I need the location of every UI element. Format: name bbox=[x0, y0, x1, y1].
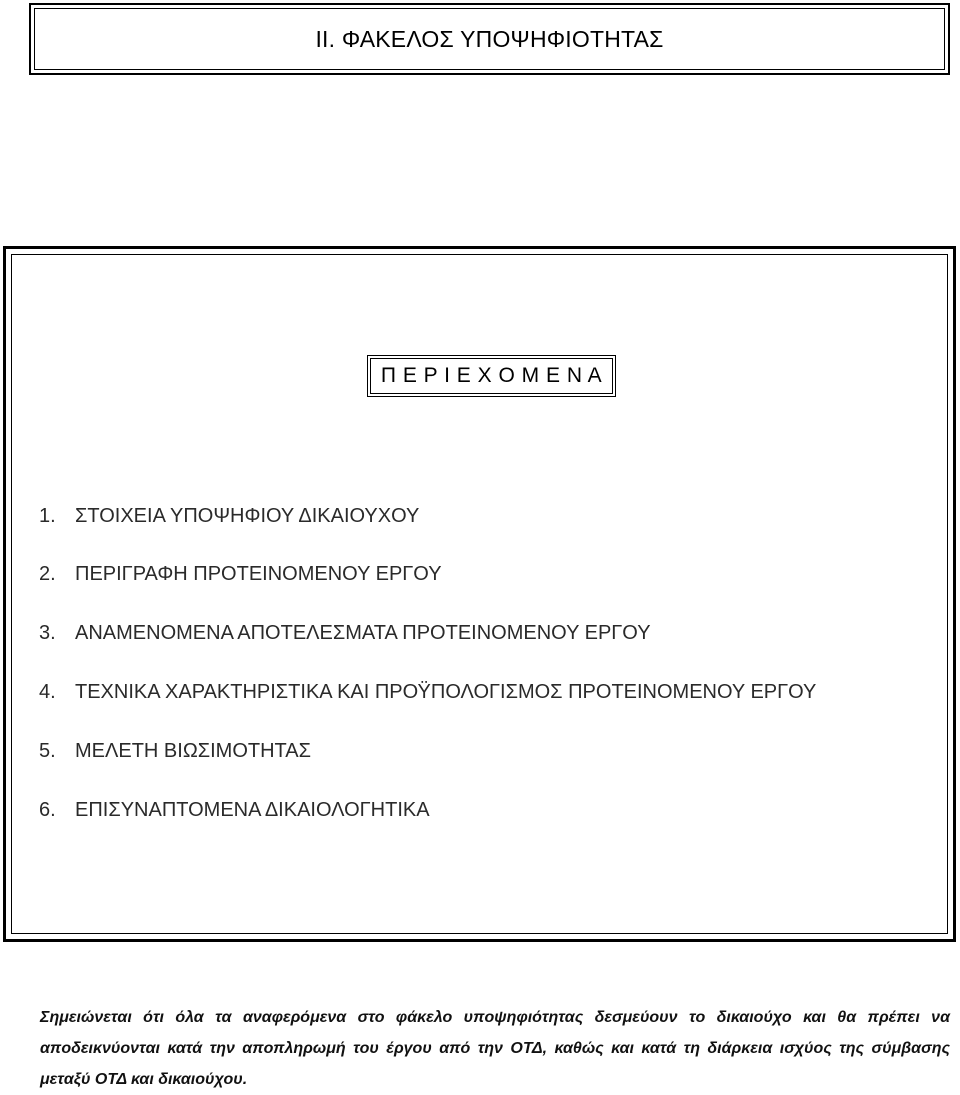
toc-item-number: 3. bbox=[39, 622, 56, 644]
toc-item-label: ΤΕΧΝΙΚΑ ΧΑΡΑΚΤΗΡΙΣΤΙΚΑ ΚΑΙ ΠΡΟΫΠΟΛΟΓΙΣΜΟΣ ΠΡΟΤΕΙΝΟΜΕΝΟΥ ΕΡΓΟΥ bbox=[75, 681, 817, 703]
toc-item-number: 2. bbox=[39, 563, 56, 585]
toc-item-label: ΕΠΙΣΥΝΑΠΤΟΜΕΝΑ ΔΙΚΑΙΟΛΟΓΗΤΙΚΑ bbox=[75, 799, 430, 821]
document-title-frame bbox=[34, 8, 945, 70]
contents-heading: Π Ε Ρ Ι Ε Χ Ο Μ Ε Ν Α bbox=[380, 364, 603, 387]
toc-item-number: 5. bbox=[39, 740, 56, 762]
document-title-box bbox=[29, 3, 950, 75]
toc-item-4 bbox=[39, 681, 816, 704]
toc-item-number: 1. bbox=[39, 505, 56, 527]
toc-item-5 bbox=[39, 740, 311, 763]
toc-item-3 bbox=[39, 622, 651, 645]
document-title: ΙΙ. ΦΑΚΕΛΟΣ ΥΠΟΨΗΦΙΟΤΗΤΑΣ bbox=[315, 25, 664, 52]
toc-item-1 bbox=[39, 505, 419, 528]
toc-item-number: 4. bbox=[39, 681, 56, 703]
contents-section-box bbox=[3, 246, 956, 942]
contents-heading-box bbox=[367, 355, 616, 397]
toc-item-label: ΑΝΑΜΕΝΟΜΕΝΑ ΑΠΟΤΕΛΕΣΜΑΤΑ ΠΡΟΤΕΙΝΟΜΕΝΟΥ ΕΡΓΟΥ bbox=[75, 622, 651, 644]
toc-item-label: ΣΤΟΙΧΕΙΑ ΥΠΟΨΗΦΙΟΥ ΔΙΚΑΙΟΥΧΟΥ bbox=[75, 505, 420, 527]
note-paragraph: Σημειώνεται ότι όλα τα αναφερόμενα στο φάκελο υποψηφιότητας δεσμεύουν το δικαιούχο και θα πρέπει να αποδεικνύονται κατά την αποπληρωμή του έργου από την ΟΤΔ, καθώς και κατά τη διάρκεια ισχύος της σύμβασης μεταξύ ΟΤΔ και δικαιούχου. bbox=[40, 1009, 950, 1088]
toc-item-label: ΠΕΡΙΓΡΑΦΗ ΠΡΟΤΕΙΝΟΜΕΝΟΥ ΕΡΓΟΥ bbox=[75, 563, 442, 585]
toc-item-number: 6. bbox=[39, 799, 56, 821]
toc-item-6 bbox=[39, 799, 430, 822]
toc-item-label: ΜΕΛΕΤΗ ΒΙΩΣΙΜΟΤΗΤΑΣ bbox=[75, 740, 311, 762]
toc-item-2 bbox=[39, 563, 442, 586]
